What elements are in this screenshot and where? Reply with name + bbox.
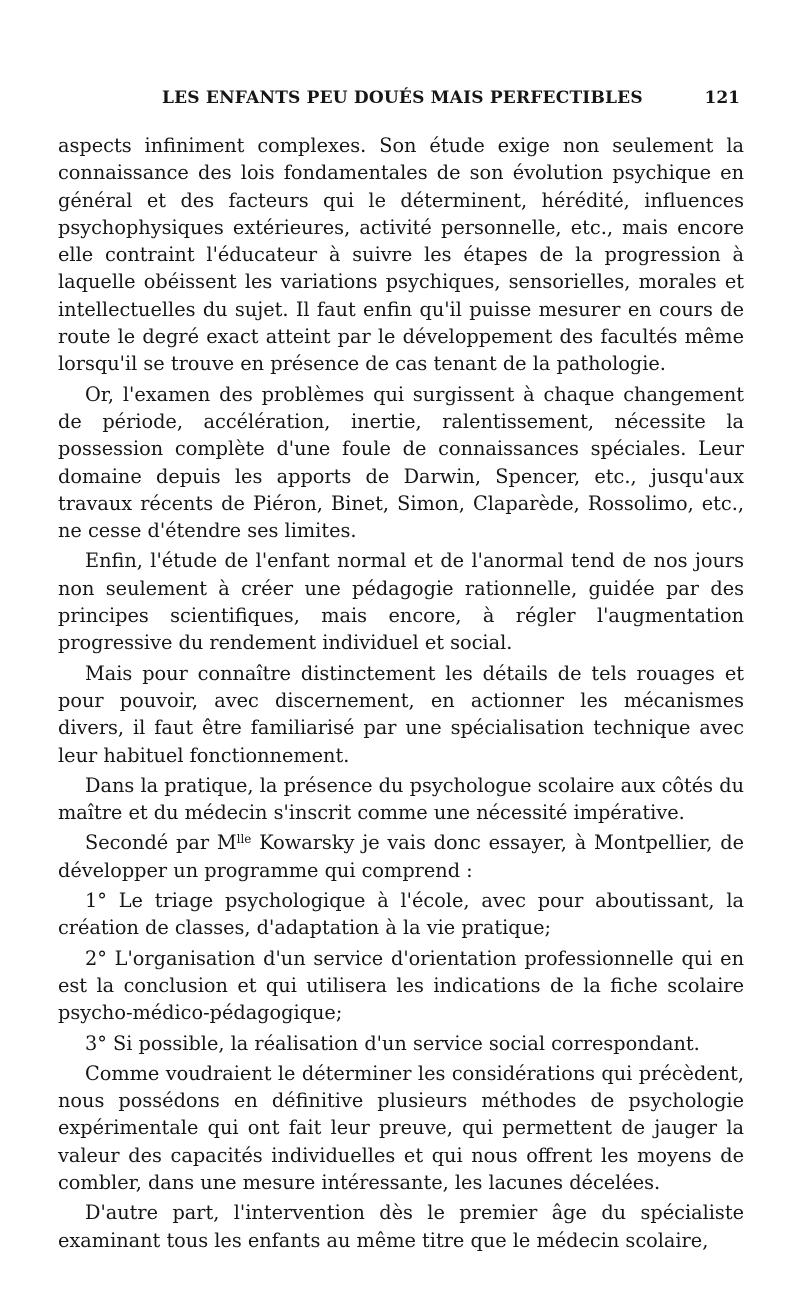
program-item: 1° Le triage psychologique à l'école, avec pour aboutissant, la création de classes, d'adaptation à la vie pratique; [58, 889, 744, 940]
paragraph-text: Kowarsky je vais donc essayer, à Montpellier, de développer un programme qui comprend : [58, 831, 744, 882]
page-header [58, 88, 744, 124]
superscript-abbreviation: lle [236, 832, 252, 847]
paragraph: Enfin, l'étude de l'enfant normal et de l'anormal tend de nos jours non seulement à créer une pédagogie rationnelle, guidée par des principes scientifiques, mais encore, à régler l'augmentation progressive du rendement individuel et social. [58, 549, 744, 655]
paragraph: Dans la pratique, la présence du psychologue scolaire aux côtés du maître et du médecin s'inscrit comme une nécessité impérative. [58, 773, 744, 825]
paragraph: Comme voudraient le déterminer les considérations qui précèdent, nous possédons en définitive plusieurs méthodes de psychologie expérimentale qui ont fait leur preuve, qui permettent de jauger la valeur des capacités individuelles et qui nous offrent les moyens de combler, dans une mesure intéressante, les lacunes décelées. [58, 1061, 744, 1194]
paragraph: Or, l'examen des problèmes qui surgissent à chaque changement de période, accélération, inertie, ralentissement, nécessite la possession complète d'une foule de connaissances spéciales. Leur domaine depuis les apports de Darwin, Spencer, etc., jusqu'aux travaux récents de Piéron, Binet, Simon, Claparède, Rossolimo, etc., ne cesse d'étendre ses limites. [58, 382, 744, 543]
paragraph: D'autre part, l'intervention dès le premier âge du spécialiste examinant tous les enfants au même titre que le médecin scolaire, [58, 1201, 744, 1252]
paragraph-text: Secondé par M [85, 831, 237, 855]
book-page [58, 88, 744, 1278]
paragraph: aspects infiniment complexes. Son étude exige non seulement la connaissance des lois fondamentales de son évolution psychique en général et des facteurs qui le déterminent, hérédité, influences psychophysiques extérieures, activité personnelle, etc., mais encore elle contraint l'éducateur à suivre les étapes de la progression à laquelle obéissent les variations psychiques, sensorielles, morales et intellectuelles du sujet. Il faut enfin qu'il puisse mesurer en cours de route le degré exact atteint par le développement des facultés même lorsqu'il se trouve en présence de cas tenant de la pathologie. [58, 134, 744, 376]
paragraph: Mais pour connaître distinctement les détails de tels rouages et pour pouvoir, avec discernement, en actionner les mécanismes divers, il faut être familiarisé par une spécialisation technique avec leur habituel fonctionnement. [58, 661, 744, 767]
paragraph [58, 829, 744, 884]
page-number: 121 [704, 88, 740, 108]
running-title: LES ENFANTS PEU DOUÉS MAIS PERFECTIBLES [162, 88, 643, 108]
program-item: 3° Si possible, la réalisation d'un service social correspondant. [85, 1031, 700, 1055]
program-item: 2° L'organisation d'un service d'orientation professionnelle qui en est la conclusion et qui utilisera les indications de la fiche scolaire psycho-médico-pédagogique; [58, 946, 744, 1025]
body-text [58, 132, 744, 1257]
